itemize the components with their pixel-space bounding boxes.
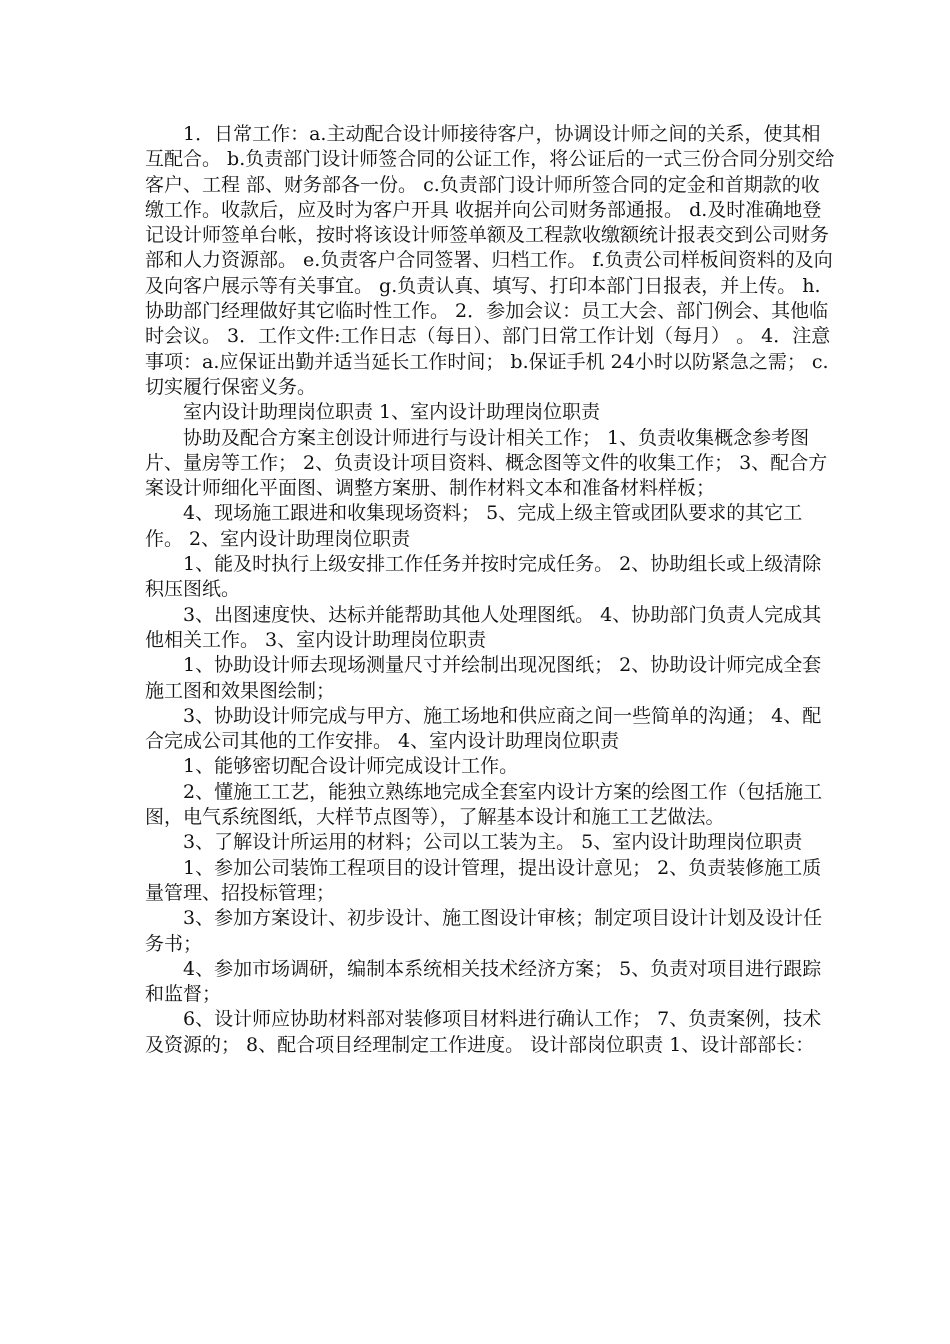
paragraph-assistant-duties-5a: 1、参加公司装饰工程项目的设计管理，提出设计意见； 2、负责装修施工质量管理、招投标管理； bbox=[145, 856, 822, 904]
paragraph-assistant-duties-4c: 3、了解设计所运用的材料；公司以工装为主。 5、室内设计助理岗位职责 bbox=[183, 831, 803, 854]
paragraph-assistant-duties-5d: 6、设计师应协助材料部对装修项目材料进行确认工作； 7、负责案例，技术及资源的； 8、配合项目经理制定工作进度。 设计部岗位职责 1、设计部部长： bbox=[145, 1008, 822, 1056]
paragraph-daily-work: 1．日常工作：a.主动配合设计师接待客户，协调设计师之间的关系，使其相互配合。 b.负责部门设计师签合同的公证工作，将公证后的一式三份合同分别交给客户、工程 部、财务部各一份。 c.负责部门设计师所签合同的定金和首期款的收缴工作。收款后，应及时为客户开具 收据并向公司财务部通报。 d.及时准确地登记设计师签单台帐，按时将该设计师签单额及工程款收缴额统计报表交到公司财务部和人力资源部。 e.负责客户合同签署、归档工作。 f.负责公司样板间资料的及向及向客户展示等有关事宜。 g.负责认真、填写、打印本部门日报表，并上传。 h.协助部门经理做好其它临时性工作。 2．参加会议：员工大会、部门例会、其他临时会议。 3．工作文件:工作日志（每日）、部门日常工作计划（每月） 。 4．注意事项：a.应保证出勤并适当延长工作时间； b.保证手机 24小时以防紧急之需； c.切实履行保密义务。 bbox=[145, 123, 835, 398]
paragraph-assistant-duties-4a: 1、能够密切配合设计师完成设计工作。 bbox=[183, 755, 519, 778]
paragraph-assistant-heading-1: 室内设计助理岗位职责 1、室内设计助理岗位职责 bbox=[183, 401, 601, 424]
paragraph-assistant-duties-2b: 3、出图速度快、达标并能帮助其他人处理图纸。 4、协助部门负责人完成其他相关工作。 3、室内设计助理岗位职责 bbox=[145, 603, 822, 651]
paragraph-assistant-duties-2a: 1、能及时执行上级安排工作任务并按时完成任务。 2、协助组长或上级清除积压图纸。 bbox=[145, 553, 822, 601]
paragraph-assistant-duties-5c: 4、参加市场调研，编制本系统相关技术经济方案； 5、负责对项目进行跟踪和监督； bbox=[145, 957, 822, 1006]
paragraph-assistant-duties-3b: 3、协助设计师完成与甲方、施工场地和供应商之间一些简单的沟通； 4、配合完成公司其他的工作安排。 4、室内设计助理岗位职责 bbox=[145, 704, 822, 753]
document-body bbox=[145, 122, 835, 1058]
paragraph-assistant-duties-1b: 4、现场施工跟进和收集现场资料； 5、完成上级主管或团队要求的其它工作。 2、室内设计助理岗位职责 bbox=[145, 502, 803, 550]
paragraph-assistant-duties-4b: 2、懂施工工艺，能独立熟练地完成全套室内设计方案的绘图工作（包括施工图，电气系统图纸，大样节点图等），了解基本设计和施工工艺做法。 bbox=[145, 780, 823, 829]
paragraph-assistant-duties-1a: 协助及配合方案主创设计师进行与设计相关工作； 1、负责收集概念参考图片、量房等工作； 2、负责设计项目资料、概念图等文件的收集工作； 3、配合方案设计师细化平面图、调整方案册、制作材料文本和准备材料样板； bbox=[145, 426, 828, 500]
paragraph-assistant-duties-3a: 1、协助设计师去现场测量尺寸并绘制出现况图纸； 2、协助设计师完成全套施工图和效果图绘制； bbox=[145, 654, 822, 702]
paragraph-assistant-duties-5b: 3、参加方案设计、初步设计、施工图设计审核；制定项目设计计划及设计任务书； bbox=[145, 907, 823, 955]
